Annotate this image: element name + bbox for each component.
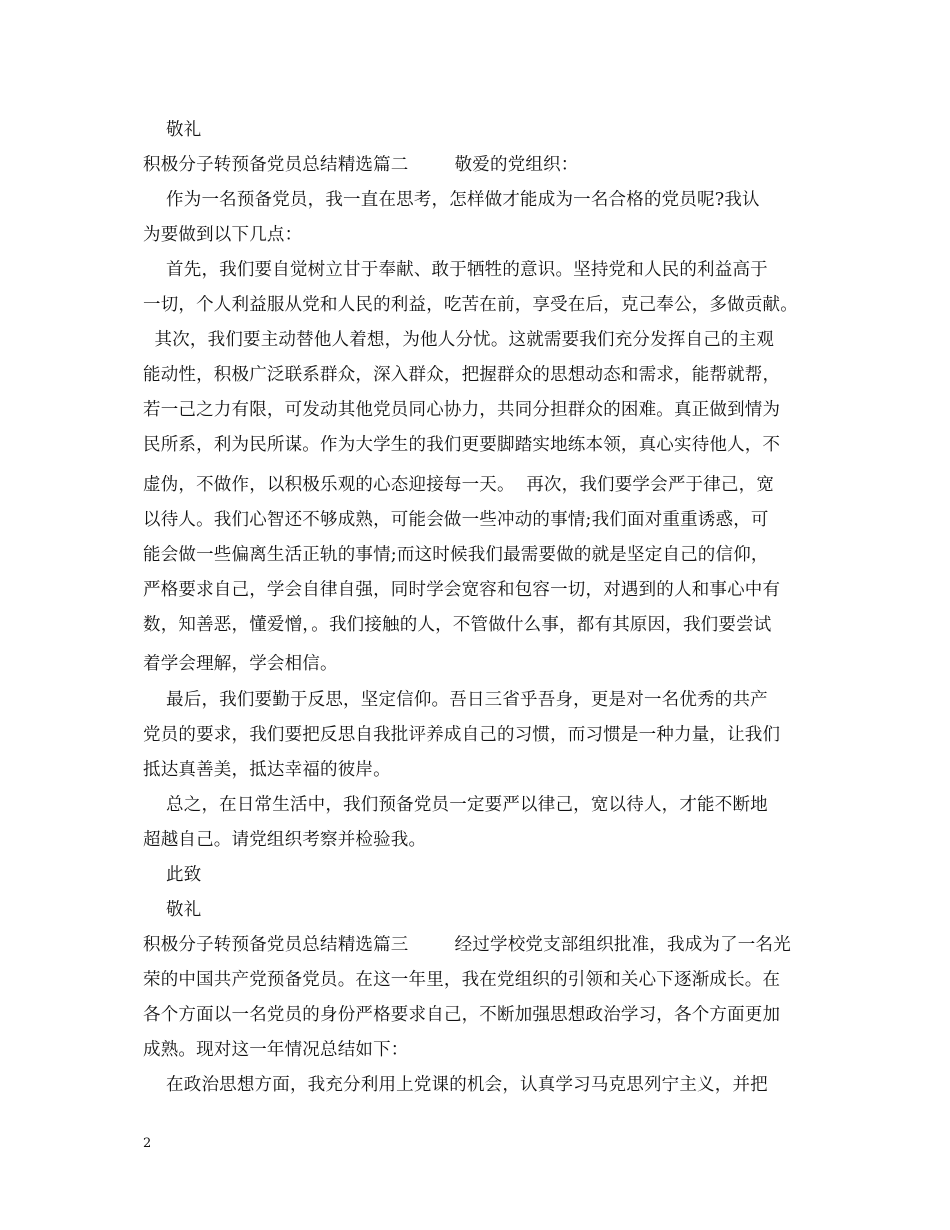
text-line: 一切，个人利益服从党和人民的利益，吃苦在前，享受在后，克己奉公，多做贡献。 bbox=[143, 295, 798, 315]
text-line: 抵达真善美，抵达幸福的彼岸。 bbox=[143, 760, 391, 780]
text-line: 数，知善恶，懂爱憎，。我们接触的人，不管做什么事，都有其原因，我们要尝试 bbox=[143, 615, 772, 635]
text-line: 民所系，利为民所谋。作为大学生的我们更要脚踏实地练本领，真心实待他人，不 bbox=[143, 435, 781, 455]
text-line: 积极分子转预备党员总结精选篇二 敬爱的党组织： bbox=[143, 155, 579, 175]
text-line: 敬礼 bbox=[143, 900, 202, 920]
text-line: 作为一名预备党员，我一直在思考，怎样做才能成为一名合格的党员呢?我认 bbox=[143, 190, 760, 210]
text-line: 在政治思想方面，我充分利用上党课的机会，认真学习马克思列宁主义，并把 bbox=[143, 1075, 768, 1095]
text-line: 为要做到以下几点： bbox=[143, 225, 303, 245]
text-line: 能会做一些偏离生活正轨的事情;而这时候我们最需要做的就是坚定自己的信仰， bbox=[143, 545, 769, 565]
text-line: 其次，我们要主动替他人着想，为他人分忧。这就需要我们充分发挥自己的主观 bbox=[143, 330, 775, 350]
text-line: 最后，我们要勤于反思，坚定信仰。吾日三省乎吾身，更是对一名优秀的共产 bbox=[143, 690, 768, 710]
text-line: 着学会理解，学会相信。 bbox=[143, 654, 338, 674]
text-line: 荣的中国共产党预备党员。在这一年里，我在党组织的引领和关心下逐渐成长。在 bbox=[143, 970, 781, 990]
text-line: 积极分子转预备党员总结精选篇三 经过学校党支部组织批准，我成为了一名光 bbox=[143, 935, 791, 955]
text-line: 党员的要求，我们要把反思自我批评养成自己的习惯，而习惯是一种力量，让我们 bbox=[143, 725, 781, 745]
text-line: 严格要求自己，学会自律自强，同时学会宽容和包容一切，对遇到的人和事心中有 bbox=[143, 580, 781, 600]
text-line: 敬礼 bbox=[143, 120, 202, 140]
text-line: 超越自己。请党组织考察并检验我。 bbox=[143, 830, 427, 850]
text-line: 以待人。我们心智还不够成熟，可能会做一些冲动的事情;我们面对重重诱惑，可 bbox=[143, 510, 769, 530]
text-line: 首先，我们要自觉树立甘于奉献、敢于牺牲的意识。坚持党和人民的利益高于 bbox=[143, 260, 768, 280]
text-line: 各个方面以一名党员的身份严格要求自己，不断加强思想政治学习，各个方面更加 bbox=[143, 1005, 781, 1025]
text-line: 总之，在日常生活中，我们预备党员一定要严以律己，宽以待人，才能不断地 bbox=[143, 795, 768, 815]
text-line: 若一己之力有限，可发动其他党员同心协力，共同分担群众的困难。真正做到情为 bbox=[143, 400, 781, 420]
text-line: 此致 bbox=[143, 865, 202, 885]
text-line: 能动性，积极广泛联系群众，深入群众，把握群众的思想动态和需求，能帮就帮， bbox=[143, 365, 781, 385]
text-line: 虚伪，不做作，以积极乐观的心态迎接每一天。 再次，我们要学会严于律己，宽 bbox=[143, 475, 775, 495]
text-line: 成熟。现对这一年情况总结如下： bbox=[143, 1040, 409, 1060]
page-number: 2 bbox=[143, 1136, 152, 1151]
